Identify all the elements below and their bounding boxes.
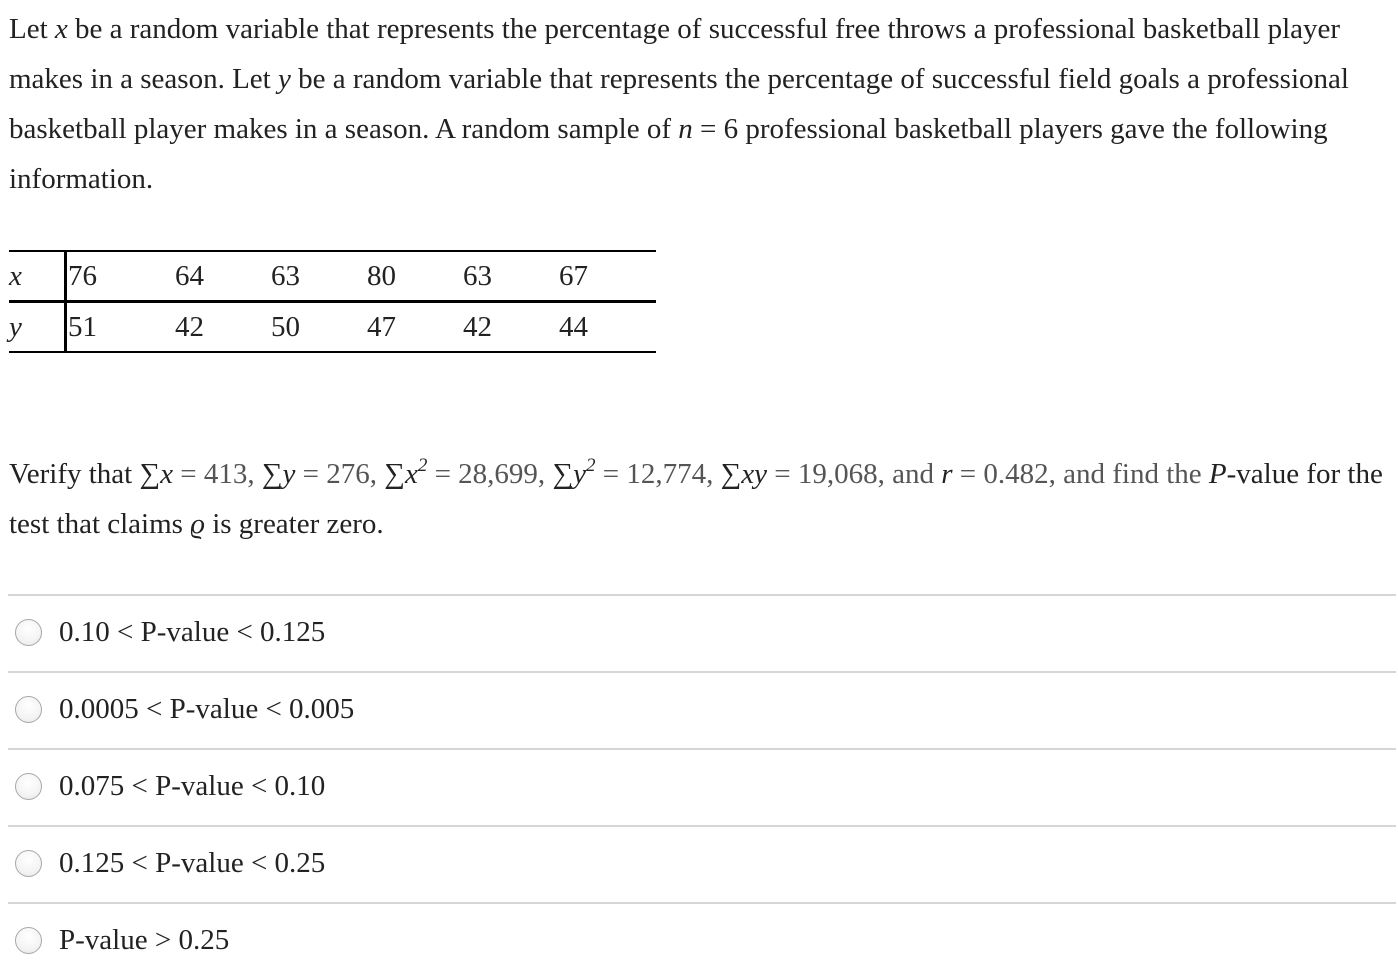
answer-option[interactable] — [8, 825, 1396, 902]
verify-text: = 28,699, — [427, 458, 553, 490]
var-n: n — [678, 113, 693, 145]
answer-options — [8, 594, 1396, 979]
sum-xy: ∑xy — [720, 458, 768, 490]
var-p: P — [1208, 458, 1227, 490]
var-rho: ϱ — [190, 508, 205, 540]
table-cell-x: 63 — [463, 260, 492, 292]
question-intro — [9, 4, 1394, 204]
sum-y: ∑y — [261, 458, 296, 490]
table-cell-y: 42 — [463, 311, 492, 343]
verify-text: = 12,774, — [595, 458, 721, 490]
radio-button[interactable] — [15, 619, 42, 646]
option-label[interactable]: 0.125 < P-value < 0.25 — [59, 847, 326, 879]
table-vertical-rule — [64, 252, 67, 351]
table-cell-y: 51 — [68, 311, 97, 343]
row-label-x: x — [9, 260, 22, 292]
intro-text: be a random variable that represents the percentage of successful free throws a professional basketball player makes in a season. Let — [9, 13, 1341, 95]
exponent: 2 — [417, 455, 428, 476]
radio-button[interactable] — [15, 773, 42, 800]
var-x: x — [54, 13, 68, 45]
exponent: 2 — [585, 455, 596, 476]
intro-text: Let — [9, 13, 55, 45]
verify-text: Verify that — [9, 458, 140, 490]
intro-text: be a random variable that represents the percentage of successful field goals a professional basketball player makes in a season. A random sample of — [9, 63, 1349, 145]
var-y: y — [277, 63, 291, 95]
verify-text: -value for the test that claims — [9, 458, 1383, 540]
table-cell-y: 42 — [175, 311, 204, 343]
row-label-y: y — [9, 311, 22, 343]
verify-text: = 276, — [295, 458, 385, 490]
table-cell-y: 47 — [367, 311, 396, 343]
answer-option[interactable] — [8, 671, 1396, 748]
option-label[interactable]: 0.0005 < P-value < 0.005 — [59, 693, 355, 725]
radio-button[interactable] — [15, 696, 42, 723]
answer-option[interactable] — [8, 902, 1396, 979]
var-r: r — [941, 458, 953, 490]
table-cell-x: 80 — [367, 260, 396, 292]
answer-option[interactable] — [8, 594, 1396, 671]
option-label[interactable]: 0.075 < P-value < 0.10 — [59, 770, 326, 802]
option-label[interactable]: P-value > 0.25 — [59, 924, 230, 956]
table-cell-x: 63 — [271, 260, 300, 292]
table-cell-x: 76 — [68, 260, 97, 292]
verify-text: = 413, — [173, 458, 262, 490]
table-bottom-rule — [9, 351, 656, 353]
verify-text: = 19,068, and — [767, 458, 942, 490]
radio-button[interactable] — [15, 850, 42, 877]
sum-x-squared: ∑x — [384, 458, 418, 490]
sum-x: ∑x — [139, 458, 174, 490]
verify-text: is greater zero. — [204, 508, 384, 540]
table-cell-y: 44 — [559, 311, 588, 343]
sum-y-squared: ∑y — [552, 458, 586, 490]
table-cell-x: 64 — [175, 260, 204, 292]
question-verify — [9, 449, 1394, 549]
answer-option[interactable] — [8, 748, 1396, 825]
intro-text: = 6 professional basketball players gave the following information. — [9, 113, 1328, 195]
table-cell-x: 67 — [559, 260, 588, 292]
table-cell-y: 50 — [271, 311, 300, 343]
radio-button[interactable] — [15, 927, 42, 954]
verify-text: = 0.482, and find the — [952, 458, 1209, 490]
option-label[interactable]: 0.10 < P-value < 0.125 — [59, 616, 326, 648]
data-table — [9, 250, 656, 354]
